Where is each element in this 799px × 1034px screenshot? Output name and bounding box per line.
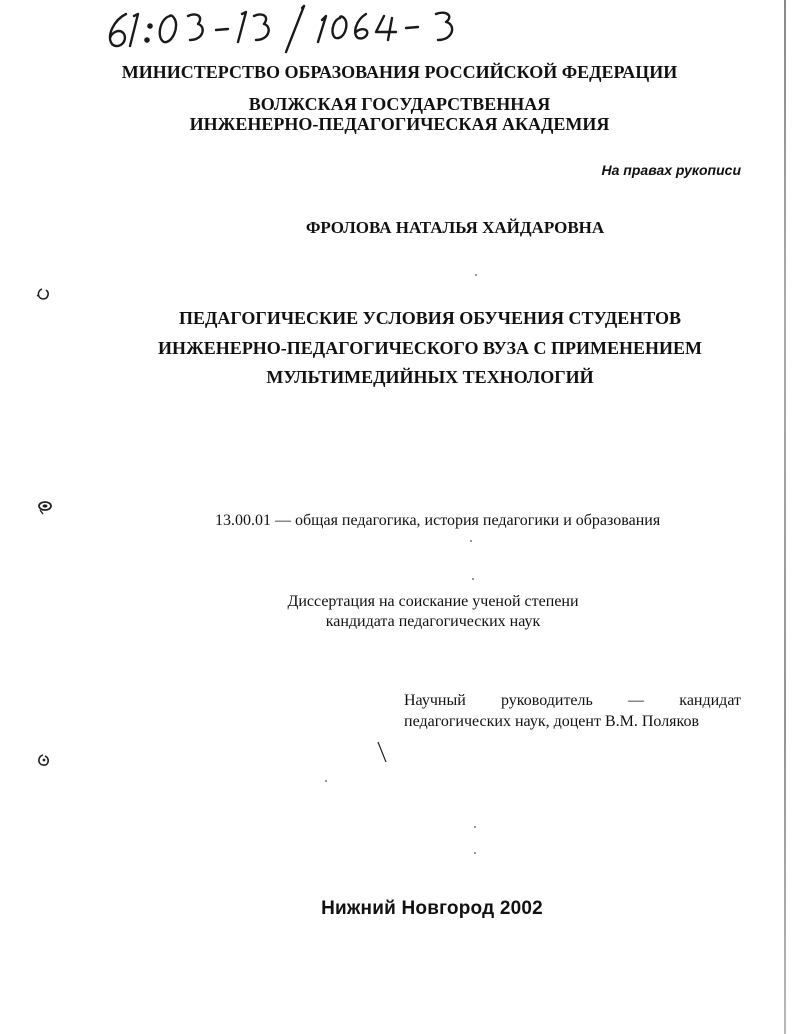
supervisor-word-scientific: Научный bbox=[404, 692, 466, 709]
scan-speck bbox=[475, 274, 477, 276]
supervisor-word-advisor: руководитель bbox=[501, 692, 593, 709]
page-edge-line bbox=[784, 0, 786, 1034]
punch-hole-mark-middle bbox=[36, 500, 54, 516]
supervisor-dash: — bbox=[628, 692, 645, 709]
supervisor-block bbox=[404, 690, 741, 732]
degree-line2: кандидата педагогических наук bbox=[325, 613, 541, 630]
punch-hole-mark-top bbox=[36, 286, 54, 302]
degree-statement bbox=[0, 592, 799, 632]
title-line1: ПЕДАГОГИЧЕСКИЕ УСЛОВИЯ ОБУЧЕНИЯ СТУДЕНТОВ bbox=[178, 308, 682, 328]
pen-stroke-mark bbox=[376, 740, 388, 764]
scan-speck bbox=[474, 826, 476, 828]
ministry-heading: МИНИСТЕРСТВО ОБРАЗОВАНИЯ РОССИЙСКОЙ ФЕДЕРАЦИИ bbox=[121, 62, 678, 82]
punch-hole-mark-bottom bbox=[36, 752, 54, 768]
degree-line1: Диссертация на соискание ученой степени bbox=[287, 593, 579, 610]
title-line2: ИНЖЕНЕРНО-ПЕДАГОГИЧЕСКОГО ВУЗА С ПРИМЕНЕНИЕМ bbox=[158, 337, 702, 358]
academy-name-line2: ИНЖЕНЕРНО-ПЕДАГОГИЧЕСКАЯ АКАДЕМИЯ bbox=[189, 114, 610, 134]
manuscript-rights-note: На правах рукописи bbox=[601, 162, 741, 178]
title-line3: МУЛЬТИМЕДИЙНЫХ ТЕХНОЛОГИЙ bbox=[266, 367, 594, 387]
supervisor-line2: педагогических наук, доцент В.М. Поляков bbox=[404, 713, 700, 730]
scan-speck bbox=[474, 852, 476, 854]
scan-speck bbox=[470, 540, 472, 542]
city-year: Нижний Новгород 2002 bbox=[321, 898, 543, 919]
supervisor-line1 bbox=[404, 690, 741, 711]
scan-speck bbox=[472, 578, 474, 580]
handwritten-archive-number bbox=[100, 2, 480, 54]
dissertation-title bbox=[0, 304, 799, 393]
specialty-code: 13.00.01 — общая педагогика, история педагогики и образования bbox=[215, 512, 661, 529]
academy-name-line1: ВОЛЖСКАЯ ГОСУДАРСТВЕННАЯ bbox=[248, 94, 551, 114]
supervisor-word-candidate: кандидат bbox=[679, 692, 741, 709]
author-name: ФРОЛОВА НАТАЛЬЯ ХАЙДАРОВНА bbox=[305, 218, 605, 237]
scan-speck bbox=[325, 780, 327, 782]
